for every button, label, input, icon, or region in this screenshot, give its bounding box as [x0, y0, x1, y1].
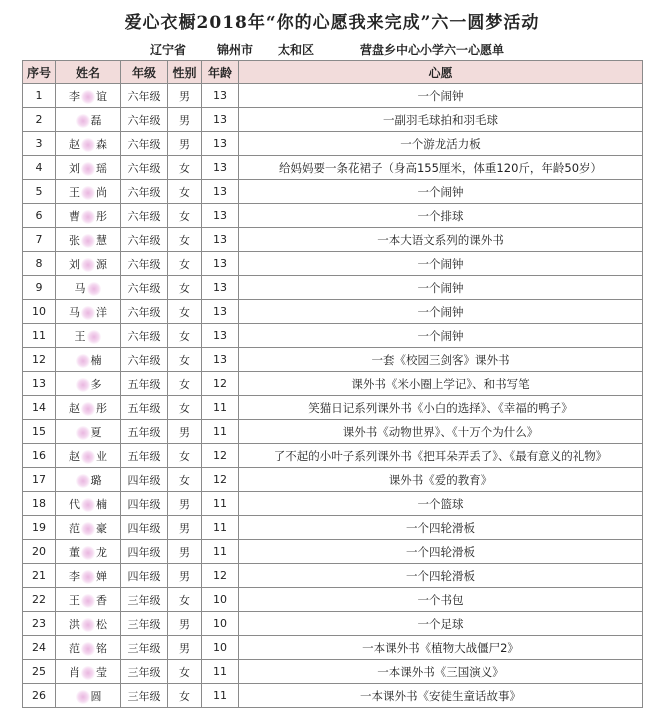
- privacy-blur-icon: [81, 666, 95, 680]
- age-cell: 13: [202, 180, 239, 204]
- sex-cell: 女: [168, 660, 202, 684]
- age-cell: 12: [202, 564, 239, 588]
- location-line: [22, 38, 642, 60]
- wish-cell: 一个游龙活力板: [239, 132, 643, 156]
- student-name: [56, 204, 121, 228]
- age-cell: 13: [202, 204, 239, 228]
- name-last-char: 莹: [96, 665, 107, 679]
- privacy-blur-icon: [81, 186, 95, 200]
- district-label: 太和区: [278, 42, 315, 57]
- student-name: [56, 132, 121, 156]
- row-number: 13: [23, 372, 56, 396]
- name-first-char: 李: [69, 89, 80, 103]
- sex-cell: 女: [168, 252, 202, 276]
- table-row: [23, 372, 643, 396]
- student-name: [56, 564, 121, 588]
- sex-cell: 男: [168, 492, 202, 516]
- student-name: [56, 468, 121, 492]
- grade-cell: 六年级: [121, 180, 168, 204]
- name-last-char: 豪: [96, 521, 107, 535]
- table-row: [23, 180, 643, 204]
- student-name: [56, 300, 121, 324]
- sex-cell: 男: [168, 84, 202, 108]
- table-row: [23, 84, 643, 108]
- row-number: 18: [23, 492, 56, 516]
- privacy-blur-icon: [81, 570, 95, 584]
- grade-cell: 四年级: [121, 564, 168, 588]
- age-cell: 13: [202, 132, 239, 156]
- row-number: 11: [23, 324, 56, 348]
- grade-cell: 六年级: [121, 324, 168, 348]
- row-number: 15: [23, 420, 56, 444]
- city-label: 锦州市: [217, 42, 254, 57]
- sex-cell: 女: [168, 588, 202, 612]
- sex-cell: 女: [168, 372, 202, 396]
- sex-cell: 女: [168, 684, 202, 708]
- row-number: 6: [23, 204, 56, 228]
- age-cell: 13: [202, 324, 239, 348]
- table-row: [23, 588, 643, 612]
- name-last-char: 森: [96, 137, 107, 151]
- student-name: [56, 684, 121, 708]
- row-number: 26: [23, 684, 56, 708]
- table-row: [23, 420, 643, 444]
- student-name: [56, 372, 121, 396]
- name-first-char: 赵: [69, 449, 80, 463]
- grade-cell: 六年级: [121, 108, 168, 132]
- table-row: [23, 468, 643, 492]
- row-number: 9: [23, 276, 56, 300]
- table-row: [23, 300, 643, 324]
- privacy-blur-icon: [76, 690, 90, 704]
- student-name: [56, 180, 121, 204]
- privacy-blur-icon: [81, 498, 95, 512]
- age-cell: 11: [202, 420, 239, 444]
- wish-cell: 课外书《爱的教育》: [239, 468, 643, 492]
- age-cell: 13: [202, 276, 239, 300]
- grade-cell: 四年级: [121, 516, 168, 540]
- grade-cell: 六年级: [121, 252, 168, 276]
- age-cell: 13: [202, 228, 239, 252]
- grade-cell: 五年级: [121, 444, 168, 468]
- table-row: [23, 204, 643, 228]
- grade-cell: 三年级: [121, 684, 168, 708]
- privacy-blur-icon: [76, 426, 90, 440]
- wish-table: [22, 60, 643, 708]
- name-last-char: 楠: [90, 353, 102, 367]
- privacy-blur-icon: [81, 450, 95, 464]
- table-row: [23, 228, 643, 252]
- table-row: [23, 492, 643, 516]
- sex-cell: 男: [168, 636, 202, 660]
- sex-cell: 男: [168, 540, 202, 564]
- row-number: 3: [23, 132, 56, 156]
- row-number: 12: [23, 348, 56, 372]
- grade-cell: 六年级: [121, 132, 168, 156]
- name-first-char: 李: [69, 569, 80, 583]
- privacy-blur-icon: [81, 138, 95, 152]
- wish-cell: 一个四轮滑板: [239, 540, 643, 564]
- student-name: [56, 276, 121, 300]
- wish-cell: 课外书《米小圈上学记》、和书写笔: [239, 372, 643, 396]
- wish-cell: 一副羽毛球拍和羽毛球: [239, 108, 643, 132]
- sex-cell: 女: [168, 180, 202, 204]
- row-number: 17: [23, 468, 56, 492]
- wish-cell: 一个闹钟: [239, 300, 643, 324]
- wish-list-sheet: [22, 8, 642, 708]
- sex-cell: 男: [168, 612, 202, 636]
- sex-cell: 男: [168, 108, 202, 132]
- student-name: [56, 444, 121, 468]
- row-number: 21: [23, 564, 56, 588]
- student-name: [56, 324, 121, 348]
- row-number: 7: [23, 228, 56, 252]
- table-row: [23, 612, 643, 636]
- student-name: [56, 420, 121, 444]
- row-number: 14: [23, 396, 56, 420]
- sex-cell: 女: [168, 348, 202, 372]
- name-last-char: 夏: [90, 425, 102, 439]
- name-last-char: 瑶: [96, 161, 107, 175]
- age-cell: 12: [202, 372, 239, 396]
- grade-cell: 六年级: [121, 228, 168, 252]
- name-first-char: 曹: [69, 209, 80, 223]
- sex-cell: 男: [168, 132, 202, 156]
- student-name: [56, 396, 121, 420]
- row-number: 8: [23, 252, 56, 276]
- name-first-char: 刘: [69, 161, 80, 175]
- table-row: [23, 660, 643, 684]
- age-cell: 13: [202, 108, 239, 132]
- student-name: [56, 252, 121, 276]
- wish-cell: 课外书《动物世界》、《十万个为什么》: [239, 420, 643, 444]
- wish-cell: 一个闹钟: [239, 324, 643, 348]
- name-last-char: 彤: [96, 401, 107, 415]
- school-label: 营盘乡中心小学六一心愿单: [360, 42, 505, 57]
- name-first-char: 赵: [69, 137, 80, 151]
- name-first-char: 王: [74, 329, 86, 343]
- header-no: 序号: [23, 61, 56, 84]
- name-first-char: 赵: [69, 401, 80, 415]
- name-first-char: 刘: [69, 257, 80, 271]
- row-number: 1: [23, 84, 56, 108]
- table-row: [23, 564, 643, 588]
- privacy-blur-icon: [81, 210, 95, 224]
- grade-cell: 四年级: [121, 492, 168, 516]
- table-row: [23, 324, 643, 348]
- student-name: [56, 636, 121, 660]
- table-row: [23, 132, 643, 156]
- header-wish: 心愿: [239, 61, 643, 84]
- student-name: [56, 540, 121, 564]
- privacy-blur-icon: [76, 354, 90, 368]
- row-number: 20: [23, 540, 56, 564]
- name-last-char: 慧: [96, 233, 107, 247]
- table-row: [23, 516, 643, 540]
- grade-cell: 五年级: [121, 372, 168, 396]
- name-last-char: 磊: [90, 113, 102, 127]
- student-name: [56, 492, 121, 516]
- wish-cell: 一个闹钟: [239, 84, 643, 108]
- privacy-blur-icon: [81, 162, 95, 176]
- wish-cell: 一个书包: [239, 588, 643, 612]
- grade-cell: 四年级: [121, 468, 168, 492]
- grade-cell: 五年级: [121, 420, 168, 444]
- student-name: [56, 84, 121, 108]
- row-number: 19: [23, 516, 56, 540]
- grade-cell: 三年级: [121, 588, 168, 612]
- age-cell: 13: [202, 84, 239, 108]
- sex-cell: 女: [168, 324, 202, 348]
- name-first-char: 张: [69, 233, 80, 247]
- privacy-blur-icon: [76, 474, 90, 488]
- name-last-char: 多: [90, 377, 102, 391]
- age-cell: 11: [202, 492, 239, 516]
- grade-cell: 六年级: [121, 300, 168, 324]
- privacy-blur-icon: [81, 90, 95, 104]
- table-row: [23, 636, 643, 660]
- grade-cell: 四年级: [121, 540, 168, 564]
- header-name: 姓名: [56, 61, 121, 84]
- grade-cell: 六年级: [121, 204, 168, 228]
- name-last-char: 洋: [96, 305, 107, 319]
- name-last-char: 源: [96, 257, 107, 271]
- age-cell: 10: [202, 588, 239, 612]
- wish-cell: 一个足球: [239, 612, 643, 636]
- age-cell: 12: [202, 468, 239, 492]
- privacy-blur-icon: [81, 642, 95, 656]
- privacy-blur-icon: [76, 378, 90, 392]
- grade-cell: 六年级: [121, 348, 168, 372]
- privacy-blur-icon: [81, 402, 95, 416]
- wish-cell: 一个四轮滑板: [239, 564, 643, 588]
- name-last-char: 彤: [96, 209, 107, 223]
- wish-cell: 一个闹钟: [239, 276, 643, 300]
- sex-cell: 女: [168, 444, 202, 468]
- name-first-char: 代: [69, 497, 80, 511]
- name-last-char: 香: [96, 593, 107, 607]
- sex-cell: 女: [168, 228, 202, 252]
- name-first-char: 董: [69, 545, 80, 559]
- privacy-blur-icon: [87, 282, 101, 296]
- age-cell: 13: [202, 156, 239, 180]
- student-name: [56, 660, 121, 684]
- student-name: [56, 108, 121, 132]
- sex-cell: 女: [168, 468, 202, 492]
- name-first-char: 洪: [69, 617, 80, 631]
- grade-cell: 三年级: [121, 612, 168, 636]
- wish-cell: 笑猫日记系列课外书《小白的选择》、《幸福的鸭子》: [239, 396, 643, 420]
- wish-cell: 给妈妈要一条花裙子（身高155厘米，体重120斤，年龄50岁）: [239, 156, 643, 180]
- table-row: [23, 108, 643, 132]
- privacy-blur-icon: [81, 546, 95, 560]
- privacy-blur-icon: [81, 306, 95, 320]
- student-name: [56, 516, 121, 540]
- wish-cell: 一套《校园三剑客》课外书: [239, 348, 643, 372]
- sex-cell: 女: [168, 156, 202, 180]
- age-cell: 10: [202, 612, 239, 636]
- privacy-blur-icon: [81, 258, 95, 272]
- wish-cell: 一本大语文系列的课外书: [239, 228, 643, 252]
- sex-cell: 男: [168, 516, 202, 540]
- name-first-char: 王: [69, 593, 80, 607]
- row-number: 23: [23, 612, 56, 636]
- name-last-char: 圆: [90, 689, 102, 703]
- name-first-char: 肖: [69, 665, 80, 679]
- privacy-blur-icon: [81, 618, 95, 632]
- student-name: [56, 588, 121, 612]
- age-cell: 11: [202, 684, 239, 708]
- name-first-char: 范: [69, 521, 80, 535]
- wish-cell: 一个篮球: [239, 492, 643, 516]
- age-cell: 11: [202, 540, 239, 564]
- row-number: 24: [23, 636, 56, 660]
- grade-cell: 六年级: [121, 156, 168, 180]
- age-cell: 11: [202, 516, 239, 540]
- wish-cell: 一个闹钟: [239, 180, 643, 204]
- name-first-char: 范: [69, 641, 80, 655]
- row-number: 5: [23, 180, 56, 204]
- age-cell: 10: [202, 636, 239, 660]
- student-name: [56, 228, 121, 252]
- row-number: 10: [23, 300, 56, 324]
- row-number: 25: [23, 660, 56, 684]
- name-first-char: 马: [74, 281, 86, 295]
- student-name: [56, 612, 121, 636]
- student-name: [56, 156, 121, 180]
- sex-cell: 男: [168, 420, 202, 444]
- privacy-blur-icon: [81, 234, 95, 248]
- age-cell: 13: [202, 348, 239, 372]
- sex-cell: 女: [168, 396, 202, 420]
- grade-cell: 五年级: [121, 396, 168, 420]
- row-number: 16: [23, 444, 56, 468]
- header-age: 年龄: [202, 61, 239, 84]
- table-row: [23, 276, 643, 300]
- table-row: [23, 396, 643, 420]
- age-cell: 11: [202, 396, 239, 420]
- wish-cell: 一个四轮滑板: [239, 516, 643, 540]
- privacy-blur-icon: [87, 330, 101, 344]
- wish-cell: 一本课外书《安徒生童话故事》: [239, 684, 643, 708]
- age-cell: 11: [202, 660, 239, 684]
- age-cell: 13: [202, 300, 239, 324]
- age-cell: 13: [202, 252, 239, 276]
- sex-cell: 男: [168, 564, 202, 588]
- name-first-char: 王: [69, 185, 80, 199]
- table-row: [23, 684, 643, 708]
- name-last-char: 璐: [90, 473, 102, 487]
- name-last-char: 铭: [96, 641, 107, 655]
- grade-cell: 三年级: [121, 636, 168, 660]
- row-number: 22: [23, 588, 56, 612]
- table-row: [23, 156, 643, 180]
- sex-cell: 女: [168, 204, 202, 228]
- table-row: [23, 444, 643, 468]
- name-last-char: 谊: [96, 89, 107, 103]
- wish-cell: 一本课外书《三国演义》: [239, 660, 643, 684]
- sex-cell: 女: [168, 276, 202, 300]
- name-last-char: 龙: [96, 545, 107, 559]
- name-last-char: 业: [96, 449, 107, 463]
- student-name: [56, 348, 121, 372]
- table-row: [23, 540, 643, 564]
- privacy-blur-icon: [81, 522, 95, 536]
- table-row: [23, 348, 643, 372]
- sex-cell: 女: [168, 300, 202, 324]
- name-last-char: 婵: [96, 569, 107, 583]
- row-number: 4: [23, 156, 56, 180]
- grade-cell: 三年级: [121, 660, 168, 684]
- wish-cell: 一本课外书《植物大战僵尸2》: [239, 636, 643, 660]
- wish-cell: 了不起的小叶子系列课外书《把耳朵弄丢了》、《最有意义的礼物》: [239, 444, 643, 468]
- grade-cell: 六年级: [121, 276, 168, 300]
- privacy-blur-icon: [76, 114, 90, 128]
- name-first-char: 马: [69, 305, 80, 319]
- age-cell: 12: [202, 444, 239, 468]
- table-header-row: [23, 61, 643, 84]
- province-label: 辽宁省: [150, 42, 187, 57]
- table-row: [23, 252, 643, 276]
- name-last-char: 尚: [96, 185, 107, 199]
- header-grade: 年级: [121, 61, 168, 84]
- name-last-char: 松: [96, 617, 107, 631]
- wish-cell: 一个闹钟: [239, 252, 643, 276]
- name-last-char: 楠: [96, 497, 107, 511]
- privacy-blur-icon: [81, 594, 95, 608]
- row-number: 2: [23, 108, 56, 132]
- grade-cell: 六年级: [121, 84, 168, 108]
- header-sex: 性别: [168, 61, 202, 84]
- sheet-title: 爱心衣橱2018年“你的心愿我来完成”六一圆梦活动: [124, 13, 540, 33]
- wish-cell: 一个排球: [239, 204, 643, 228]
